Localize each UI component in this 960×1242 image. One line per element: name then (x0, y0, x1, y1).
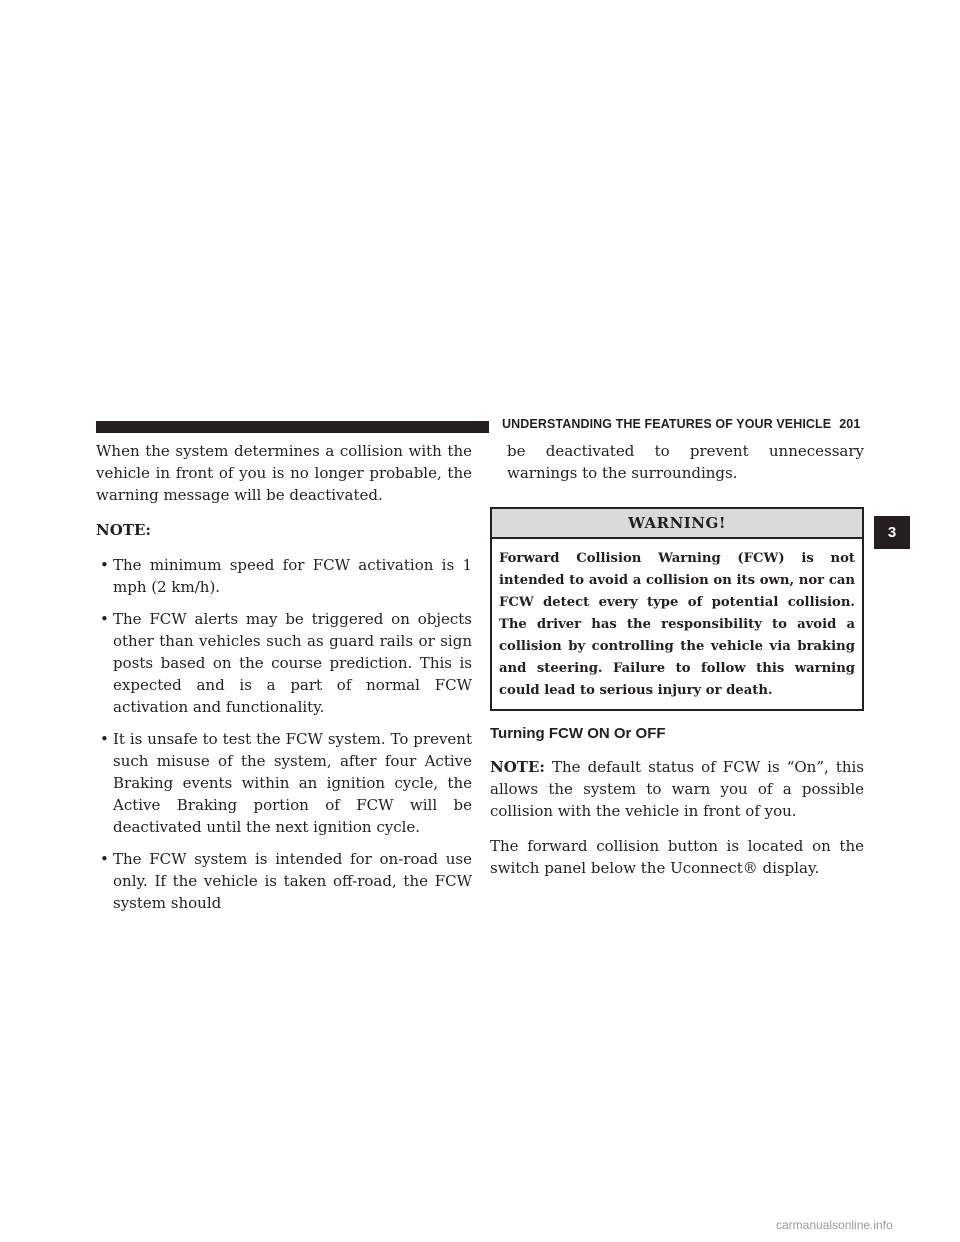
right-column (490, 440, 864, 892)
note-text: The default status of FCW is “On”, this allows the system to warn you of a possible collision with the vehicle in front of you. (490, 758, 864, 820)
header-title: UNDERSTANDING THE FEATURES OF YOUR VEHICLE (502, 417, 832, 431)
button-location-paragraph: The forward collision button is located on the switch panel below the Uconnect® display. (490, 837, 864, 877)
intro-paragraph: When the system determines a collision with the vehicle in front of you is no longer probable, the warning message will be deactivated. (96, 442, 472, 504)
bullet-icon: • (100, 610, 109, 628)
warning-box (490, 507, 864, 711)
bullet-icon: • (100, 850, 109, 868)
note-paragraph (490, 756, 864, 822)
warning-title: WARNING! (492, 509, 862, 539)
continued-bullet-text: be deactivated to prevent unnecessary warnings to the surroundings. (507, 442, 864, 482)
bullet-text: The FCW alerts may be triggered on objects other than vehicles such as guard rails or sign posts based on the course prediction. This is expected and is a part of normal FCW activation and functionality. (113, 610, 472, 716)
watermark: carmanualsonline.info (776, 1218, 893, 1232)
section-heading: Turning FCW ON Or OFF (490, 725, 666, 742)
list-item (96, 608, 472, 718)
page-number: 201 (839, 417, 861, 431)
bullet-text: The FCW system is intended for on-road use only. If the vehicle is taken off-road, the FCW system should (113, 850, 472, 912)
bullet-text: The minimum speed for FCW activation is 1 mph (2 km/h). (113, 556, 472, 596)
list-item (96, 728, 472, 838)
bullet-icon: • (100, 556, 109, 574)
note-bullet-list (96, 554, 472, 914)
note-heading: NOTE: (96, 521, 151, 539)
list-item (96, 848, 472, 914)
warning-body: Forward Collision Warning (FCW) is not intended to avoid a collision on its own, nor can FCW detect every type of potential collision. The driver has the responsibility to avoid a collision by controlling the vehicle via braking and steering. Failure to follow this warning could lead to serious injury or death. (499, 551, 855, 698)
note-label: NOTE: (490, 758, 545, 776)
chapter-tab: 3 (874, 516, 910, 549)
list-item (96, 554, 472, 598)
left-column (96, 440, 472, 924)
header-rule (96, 421, 489, 433)
bullet-text: It is unsafe to test the FCW system. To prevent such misuse of the system, after four Active Braking events within an ignition cycle, the Active Braking portion of FCW will be deactivated until the next ignition cycle. (113, 730, 472, 836)
bullet-icon: • (100, 730, 109, 748)
running-header (502, 417, 862, 431)
